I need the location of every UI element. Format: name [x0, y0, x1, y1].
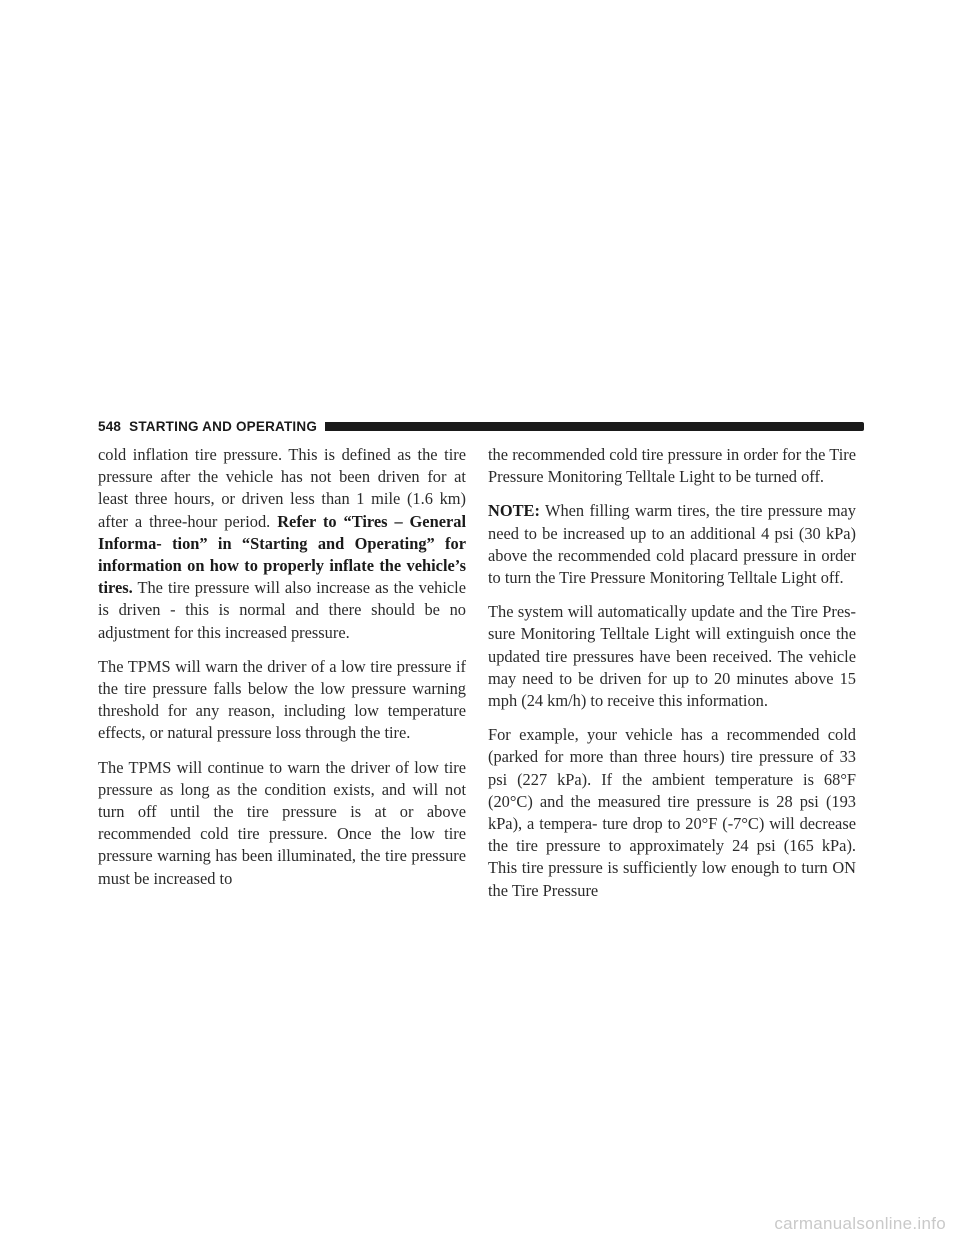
paragraph-tpms-warn: The TPMS will warn the driver of a low tire pressure if the tire pressure falls below the low pressure warning threshold for any reason, including low temperature effects, or natural pressure loss through the tire. [98, 656, 466, 743]
header-rule [325, 422, 864, 431]
section-title: STARTING AND OPERATING [129, 418, 318, 434]
page-number: 548 [98, 418, 122, 434]
note-label: NOTE: [488, 501, 540, 521]
paragraph-text: cold inflation tire pressure. This is defined as the tire pressure after the vehicle has not been driven for at least three hours, or driven less than 1 mile (1.6 km) after a three-hour period. [98, 445, 466, 531]
paragraph-system-update: The system will automatically update and the Tire Pres- sure Monitoring Telltale Light will extinguish once the updated tire pressures have been received. The vehicle may need to be driven for up to 20 minutes above 15 mph (24 km/h) to receive this information. [488, 602, 856, 711]
page-header [98, 416, 864, 436]
paragraph-tpms-continue: The TPMS will continue to warn the driver of low tire pressure as long as the condition exists, and will not turn off until the tire pressure is at or above recommended cold tire pressure. Once the low tire pressure warning has been illuminated, the tire pressure must be increased to [98, 757, 466, 888]
paragraph-note [488, 500, 856, 589]
paragraph-example: For example, your vehicle has a recommended cold (parked for more than three hours) tire pressure of 33 psi (227 kPa). If the ambient temperature is 68°F (20°C) and the measured tire pressure is 28 psi (193 kPa), a tempera- ture drop to 20°F (-7°C) will decrease the tire pressure to approximately 24 psi (165 kPa). This tire pressure is sufficiently low enough to turn ON the Tire Pressure [488, 725, 856, 900]
left-column [98, 444, 466, 902]
paragraph-recommended: the recommended cold tire pressure in order for the Tire Pressure Monitoring Telltale Light to be turned off. [488, 445, 856, 487]
paragraph-cold-inflation [98, 444, 466, 644]
watermark-text: carmanualsonline.info [774, 1214, 946, 1233]
cross-reference-text: Refer to “Tires – General Informa- tion” in “Starting and Operating” for information on how to properly inflate the vehicle’s tires. [98, 511, 466, 598]
note-text: When filling warm tires, the tire pressure may need to be increased up to an additional 4 psi (30 kPa) above the recommended cold placard pressure in order to turn the Tire Pressure Monitoring Telltale Light off. [488, 501, 856, 588]
right-column [488, 444, 856, 914]
paragraph-text: The tire pressure will also increase as the vehicle is driven - this is normal and there should be no adjustment for this increased pressure. [98, 578, 466, 642]
